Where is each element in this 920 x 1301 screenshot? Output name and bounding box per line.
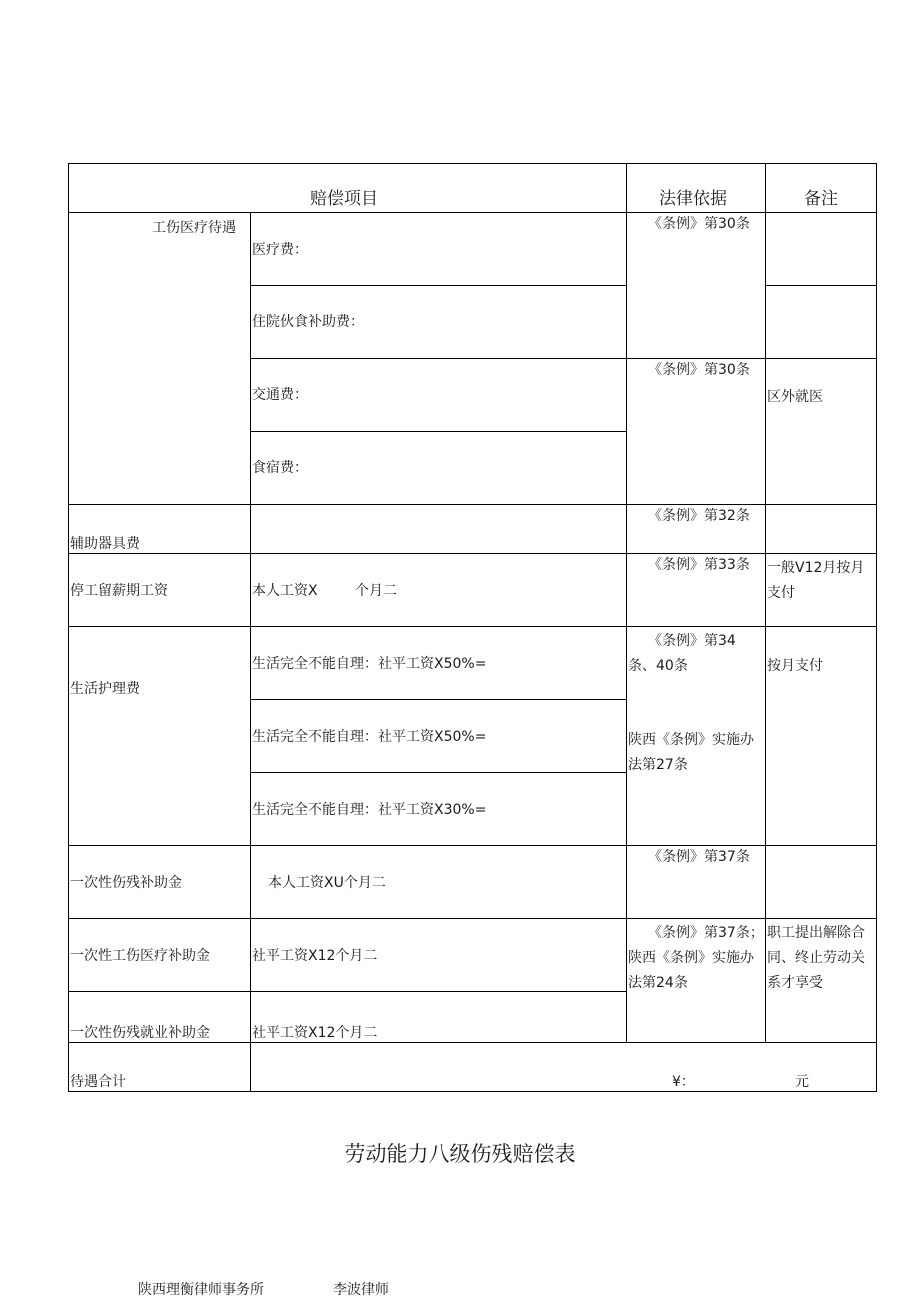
row-divider [68, 1042, 877, 1043]
employment-subsidy-label: 一次性伤残就业补助金 [70, 1025, 210, 1041]
fee-medical: 医疗费： [252, 242, 308, 258]
row-divider [68, 553, 877, 554]
total-label: 待遇合计 [70, 1074, 126, 1090]
header-item: 赔偿项目 [310, 189, 378, 209]
table-border-top [68, 163, 877, 164]
employment-subsidy-formula: 社平工资X12个月二 [252, 1025, 378, 1041]
row-divider [765, 285, 877, 286]
column-divider [765, 163, 766, 1043]
total-unit: 元 [795, 1074, 809, 1090]
nursing-row-2: 生活完全不能自理：社平工资X50%= [252, 729, 487, 745]
nursing-row-3: 生活完全不能自理：社平工资X30%= [252, 802, 487, 818]
row-divider [68, 212, 877, 213]
row-divider [68, 991, 627, 992]
row-divider [250, 431, 627, 432]
row-divider [68, 626, 877, 627]
table-border-left [68, 163, 69, 1092]
assistive-label: 辅助器具费 [70, 536, 140, 552]
table-border-bottom [68, 1091, 877, 1092]
medical-subsidy-label: 一次性工伤医疗补助金 [70, 948, 210, 964]
nursing-label: 生活护理费 [70, 681, 140, 697]
subsidy-note: 职工提出解除合同、终止劳动关系才享受 [767, 925, 865, 991]
fee-lodging: 食宿费： [252, 460, 308, 476]
footer-lawyer: 李波律师 [333, 1282, 389, 1298]
page-title: 劳动能力八级伤残赔偿表 [344, 1142, 576, 1166]
nursing-note: 按月支付 [767, 658, 823, 674]
row-divider [68, 918, 877, 919]
column-divider [250, 212, 251, 1092]
nursing-row-1: 生活完全不能自理：社平工资X50%= [252, 656, 487, 672]
assistive-basis: 《条例》第32条 [648, 508, 750, 524]
row-divider [68, 845, 877, 846]
header-basis: 法律依据 [659, 189, 727, 209]
row-divider [250, 358, 877, 359]
disability-subsidy-basis: 《条例》第37条 [648, 849, 750, 865]
medical-basis-2: 《条例》第30条 [648, 362, 750, 378]
table-border-right [876, 163, 877, 1092]
subsidy-basis: 《条例》第37条；陕西《条例》实施办法第24条 [628, 925, 764, 991]
total-currency: ¥： [672, 1074, 695, 1090]
footer-firm: 陕西理衡律师事务所 [138, 1282, 264, 1298]
medical-note-2: 区外就医 [767, 389, 823, 405]
nursing-basis-a: 《条例》第34条、40条 [628, 633, 736, 674]
suspension-formula-a: 本人工资X [252, 583, 318, 599]
suspension-note: 一般V12月按月支付 [767, 560, 865, 601]
row-divider [250, 285, 627, 286]
suspension-basis: 《条例》第33条 [648, 557, 750, 573]
row-divider [68, 504, 877, 505]
suspension-label: 停工留薪期工资 [70, 583, 168, 599]
header-note: 备注 [804, 189, 838, 209]
disability-subsidy-label: 一次性伤残补助金 [70, 875, 182, 891]
medical-subsidy-formula: 社平工资X12个月二 [252, 948, 378, 964]
nursing-basis-b: 陕西《条例》实施办法第27条 [628, 732, 754, 773]
fee-hospital-food: 住院伙食补助费： [252, 314, 364, 330]
column-divider [626, 163, 627, 1043]
disability-subsidy-formula: 本人工资XU个月二 [268, 875, 386, 891]
row-divider [250, 699, 627, 700]
fee-transport: 交通费： [252, 387, 308, 403]
row-divider [250, 772, 627, 773]
suspension-formula-b: 个月二 [355, 583, 397, 599]
medical-group-label: 工伤医疗待遇 [152, 220, 236, 236]
medical-basis-1: 《条例》第30条 [648, 216, 750, 232]
